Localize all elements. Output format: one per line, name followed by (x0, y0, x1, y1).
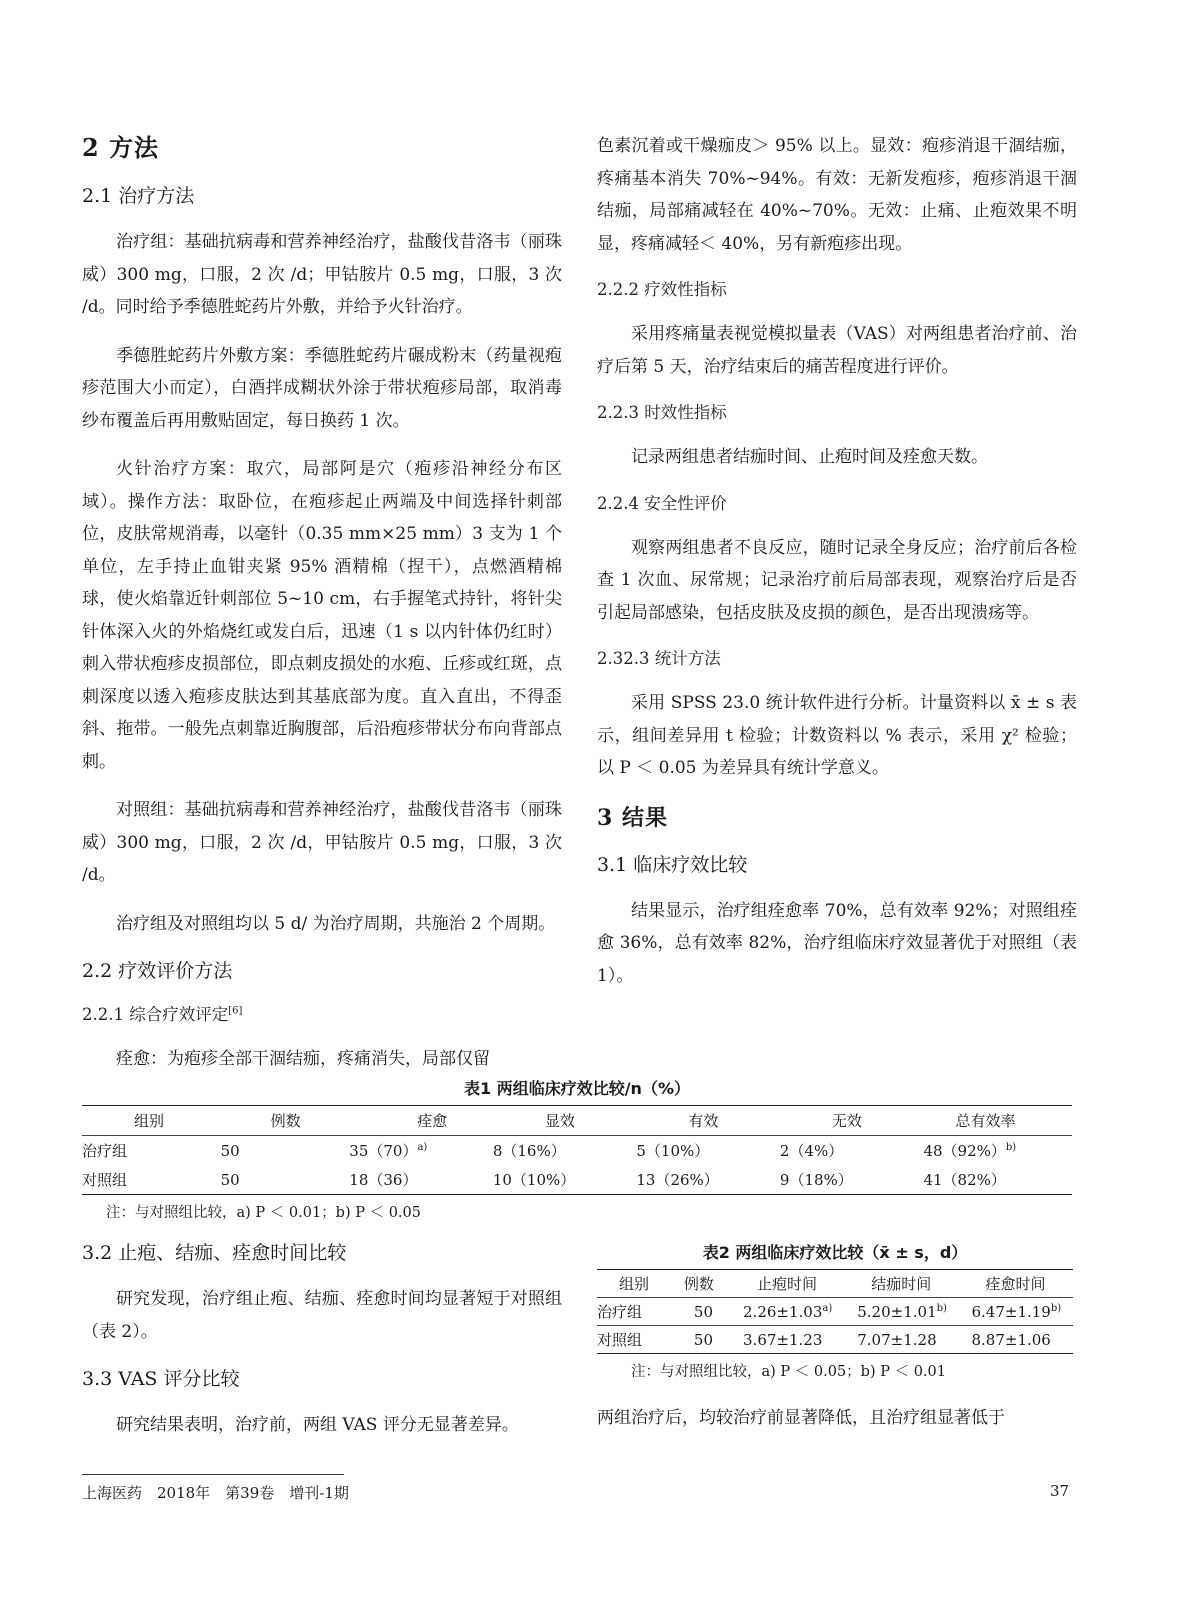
table-2-caption: 表2 两组临床疗效比较（x̄ ± s，d） (702, 1243, 968, 1262)
subsubsection-heading-time-index: 2.2.3 时效性指标 (597, 403, 727, 422)
right-column (597, 130, 1077, 1008)
cell: 对照组 (82, 1171, 128, 1189)
section-heading-results: 3 结果 (597, 804, 668, 831)
page-number: 37 (1050, 1482, 1070, 1500)
cell (923, 1136, 1072, 1166)
cell: 50 (693, 1330, 713, 1349)
cell: 50 (220, 1141, 240, 1160)
paragraph-statistics: 采用 SPSS 23.0 统计软件进行分析。计量资料以 x̄ ± s 表示，组间差异用 t 检验；计数资料以 % 表示，采用 χ² 检验；以 P ＜ 0.05 为差异具有统计学意义。 (597, 693, 1077, 778)
table-1-grid (82, 1105, 1072, 1195)
cell: 18（36） (349, 1171, 418, 1189)
cell: 8.87±1.06 (971, 1330, 1051, 1349)
cell: 13（26%） (636, 1171, 719, 1189)
subsubsection-heading-overall-efficacy (82, 1001, 562, 1025)
cell (963, 1298, 1073, 1326)
cell-text: 35（70） (349, 1142, 418, 1160)
sig-mark: b) (936, 1302, 947, 1314)
cell (349, 1136, 493, 1166)
heading-text: 2.2.1 综合疗效评定 (82, 1005, 229, 1024)
col-header: 结痂时间 (871, 1275, 932, 1293)
paragraph-cure-definition: 痊愈：为疱疹全部干涸结痂，疼痛消失，局部仅留 (116, 1049, 490, 1069)
paragraph-fire-needle: 火针治疗方案：取穴，局部阿是穴（疱疹沿神经分布区域）。操作方法：取卧位，在疱疹起止两端及中间选择针刺部位，皮肤常规消毒，以毫针（0.35 mm×25 mm）3 支为 1 个单位，左手持止血钳夹紧 95% 酒精棉（捏干），点燃酒精棉球，使火焰靠近针刺部位 5~10 cm，右手握笔式持针，将针尖针体深入火的外焰烧红或发白后，迅速（1 s 以内针体仍红时）刺入带状疱疹皮损部位，即点刺皮损处的水疱、丘疹或红斑，点刺深度以透入疱疹皮肤达到其基底部为度。直入直出，不得歪斜、拖带。一般先点刺靠近胸腹部，后沿疱疹带状分布向背部点刺。 (82, 459, 562, 772)
paragraph-treatment-group: 治疗组：基础抗病毒和营养神经治疗，盐酸伐昔洛韦（丽珠威）300 mg，口服，2 次 /d；甲钴胺片 0.5 mg，口服，3 次 /d。同时给予季德胜蛇药片外敷，并给予火针治疗。 (82, 232, 562, 317)
subsubsection-heading-safety: 2.2.4 安全性评价 (597, 493, 727, 513)
cell: 41（82%） (923, 1171, 1006, 1189)
subsection-heading-vas: 3.3 VAS 评分比较 (82, 1368, 240, 1390)
cell (849, 1298, 963, 1326)
col-header: 组别 (134, 1112, 165, 1130)
table-row (82, 1165, 1072, 1195)
col-header: 例数 (270, 1112, 301, 1130)
left-column (82, 128, 562, 1092)
paragraph-results: 结果显示，治疗组痊愈率 70%，总有效率 92%；对照组痊愈 36%，总有效率 82%，治疗组临床疗效显著优于对照组（表 1）。 (597, 900, 1077, 986)
subsection-heading-evaluation: 2.2 疗效评价方法 (82, 960, 233, 982)
col-header: 例数 (683, 1275, 714, 1293)
paragraph-time-comparison: 研究发现，治疗组止疱、结痂、痊愈时间均显著短于对照组（表 2）。 (82, 1289, 562, 1342)
table-2-note: 注：与对照组比较，a) P ＜ 0.05；b) P ＜ 0.01 (631, 1364, 946, 1380)
table-row (597, 1326, 1073, 1354)
paragraph-vas-results: 研究结果表明，治疗前，两组 VAS 评分无显著差异。 (116, 1415, 519, 1435)
cell: 10（10%） (492, 1171, 576, 1189)
sig-mark: b) (1050, 1302, 1062, 1314)
subsection-heading-time-comparison: 3.2 止疱、结痂、痊愈时间比较 (82, 1242, 347, 1264)
paragraph-vas-after: 两组治疗后，均较治疗前显著降低，且治疗组显著低于 (597, 1408, 1005, 1428)
subsubsection-heading-statistics: 2.32.3 统计方法 (597, 649, 721, 668)
cell: 50 (693, 1302, 713, 1321)
col-header: 止疱时间 (757, 1275, 818, 1293)
paragraph-control-group: 对照组：基础抗病毒和营养神经治疗，盐酸伐昔洛韦（丽珠威）300 mg，口服，2 次 /d，甲钴胺片 0.5 mg，口服，3 次 /d。 (82, 800, 562, 885)
cell: 50 (220, 1170, 240, 1189)
col-header: 痊愈 (417, 1112, 448, 1130)
cell: 8（16%） (492, 1142, 566, 1160)
footer-journal: 上海医药 2018年 第39卷 增刊-1期 (82, 1484, 349, 1502)
table-header-row (597, 1270, 1073, 1298)
footer-divider (82, 1474, 344, 1475)
col-header: 无效 (831, 1112, 862, 1130)
cell: 3.67±1.23 (743, 1330, 823, 1349)
cell: 治疗组 (82, 1142, 128, 1160)
table-row (82, 1136, 1072, 1166)
col-header: 显效 (544, 1112, 575, 1130)
table-2-grid (597, 1269, 1073, 1354)
table-header-row (82, 1106, 1072, 1136)
subsubsection-heading-efficacy-index: 2.2.2 疗效性指标 (597, 280, 727, 299)
sig-mark: a) (822, 1302, 833, 1314)
col-header: 组别 (619, 1275, 650, 1293)
col-header: 痊愈时间 (985, 1275, 1046, 1293)
table-row (597, 1298, 1073, 1326)
cell: 治疗组 (597, 1303, 643, 1321)
cell-text: 5.20±1.01 (857, 1302, 937, 1321)
cell (735, 1298, 849, 1326)
paragraph-safety: 观察两组患者不良反应，随时记录全身反应；治疗前后各检查 1 次血、尿常规；记录治疗前后局部表现，观察治疗后是否引起局部感染，包括皮肤及皮损的颜色，是否出现溃疡等。 (597, 537, 1077, 623)
sig-mark: b) (1005, 1142, 1017, 1153)
cell-text: 6.47±1.19 (971, 1302, 1051, 1321)
cell: 对照组 (597, 1331, 643, 1349)
paragraph-external-application: 季德胜蛇药片外敷方案：季德胜蛇药片碾成粉末（药量视疱疹范围大小而定），白酒拌成糊状外涂于带状疱疹局部，取消毒纱布覆盖后再用敷贴固定，每日换药 1 次。 (82, 345, 562, 431)
col-header: 总有效率 (955, 1112, 1016, 1130)
cell: 5（10%） (636, 1142, 710, 1160)
cell-text: 48（92%） (923, 1142, 1006, 1160)
citation-ref: [6] (228, 1005, 243, 1017)
lower-left-column (82, 1238, 562, 1458)
cell: 7.07±1.28 (857, 1330, 937, 1349)
paragraph-vas: 采用疼痛量表视觉模拟量表（VAS）对两组患者治疗前、治疗后第 5 天，治疗结束后的痛苦程度进行评价。 (597, 324, 1077, 377)
cell: 2（4%） (779, 1142, 844, 1160)
subsection-heading-treatment: 2.1 治疗方法 (82, 185, 195, 207)
cell: 9（18%） (779, 1171, 853, 1189)
lower-right-column (597, 1402, 1077, 1451)
table-2 (597, 1240, 1073, 1381)
section-heading-method: 2 方法 (82, 133, 160, 162)
table-1 (82, 1076, 1072, 1222)
table-1-caption: 表1 两组临床疗效比较/n（%） (464, 1079, 690, 1098)
paragraph-course: 治疗组及对照组均以 5 d/ 为治疗周期，共施治 2 个周期。 (116, 913, 556, 934)
col-header: 有效 (688, 1112, 719, 1130)
paragraph-efficacy-criteria: 色素沉着或干燥痂皮＞ 95% 以上。显效：疱疹消退干涸结痂，疼痛基本消失 70%~94%。有效：无新发疱疹，疱疹消退干涸结痂，局部痛减轻在 40%~70%。无效：止痛、止疱效果不明显，疼痛减轻＜ 40%，另有新疱疹出现。 (597, 136, 1077, 254)
cell-text: 2.26±1.03 (743, 1302, 823, 1321)
subsection-heading-clinical-efficacy: 3.1 临床疗效比较 (597, 853, 748, 876)
sig-mark: a) (417, 1142, 428, 1153)
paragraph-time-records: 记录两组患者结痂时间、止疱时间及痊愈天数。 (631, 447, 988, 467)
table-1-note: 注：与对照组比较，a) P ＜ 0.01；b) P ＜ 0.05 (106, 1205, 421, 1221)
